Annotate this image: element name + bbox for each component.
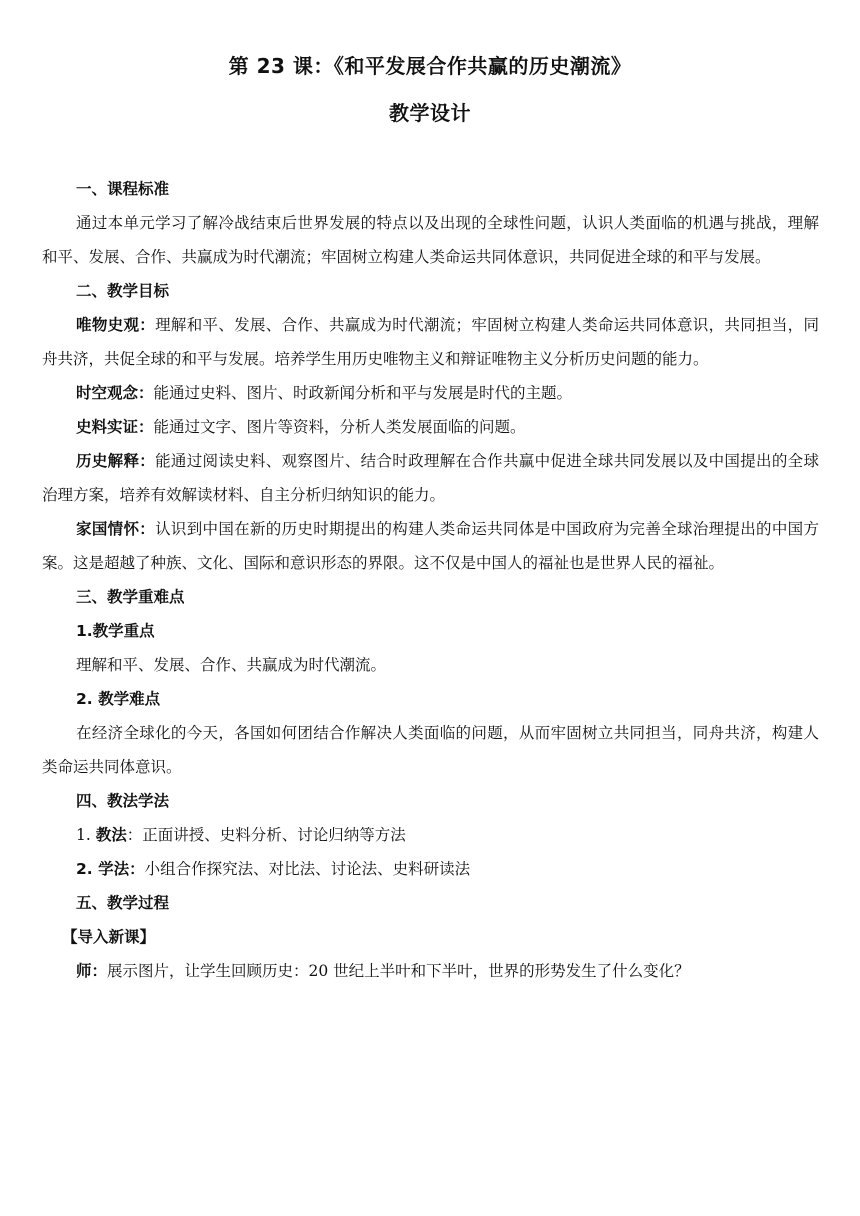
intro-heading: 【导入新课】 (62, 928, 156, 946)
method-text: 小组合作探究法、对比法、讨论法、史料研读法 (144, 860, 471, 878)
subheading-key: 1.教学重点 (76, 622, 155, 640)
standards-text: 通过本单元学习了解冷战结束后世界发展的特点以及出现的全球性问题，认识人类面临的机遇与挑战，理解和平、发展、合作、共赢成为时代潮流；牢固树立构建人类命运共同体意识，共同促进全球的和平与发展。 (42, 214, 819, 266)
section-heading-goals: 二、教学目标 (76, 282, 170, 300)
goal-text: 能通过史料、图片、时政新闻分析和平与发展是时代的主题。 (153, 384, 573, 402)
difficulty-text: 在经济全球化的今天，各国如何团结合作解决人类面临的问题，从而牢固树立共同担当，同舟共济，构建人类命运共同体意识。 (42, 724, 819, 776)
method-teaching (42, 818, 819, 852)
goal-label: 唯物史观： (76, 316, 156, 334)
section-heading-process: 五、教学过程 (76, 894, 170, 912)
teacher-line (42, 954, 819, 988)
goal-label: 时空观念： (76, 384, 154, 402)
page-subtitle: 教学设计 (389, 101, 471, 125)
method-number: 1. (76, 826, 91, 844)
method-text: ：正面讲授、史料分析、讨论归纳等方法 (126, 826, 406, 844)
goal-item (42, 444, 819, 512)
goal-label: 家国情怀： (76, 520, 156, 538)
document-body (42, 172, 819, 988)
goal-item (42, 376, 819, 410)
goal-text: 能通过阅读史料、观察图片、结合时政理解在合作共赢中促进全球共同发展以及中国提出的全球治理方案，培养有效解读材料、自主分析归纳知识的能力。 (42, 452, 819, 504)
section-heading-key-points: 三、教学重难点 (76, 588, 185, 606)
goal-item (42, 512, 819, 580)
page-title: 第 23 课：《和平发展合作共赢的历史潮流》 (228, 54, 632, 78)
goal-label: 历史解释： (76, 452, 156, 470)
key-text: 理解和平、发展、合作、共赢成为时代潮流。 (76, 656, 387, 674)
goal-text: 能通过文字、图片等资料，分析人类发展面临的问题。 (153, 418, 526, 436)
goal-text: 认识到中国在新的历史时期提出的构建人类命运共同体是中国政府为完善全球治理提出的中国方案。这是超越了种族、文化、国际和意识形态的界限。这不仅是中国人的福祉也是世界人民的福祉。 (42, 520, 819, 572)
teacher-text: 展示图片，让学生回顾历史：20 世纪上半叶和下半叶，世界的形势发生了什么变化？ (107, 962, 690, 980)
subheading-difficulty: 2. 教学难点 (76, 690, 161, 708)
method-label: 教法 (95, 826, 127, 844)
section-heading-standards: 一、课程标准 (76, 180, 170, 198)
goal-item (42, 308, 819, 376)
goal-item (42, 410, 819, 444)
method-label: 2. 学法： (76, 860, 145, 878)
teacher-label: 师： (76, 962, 108, 980)
goal-text: 理解和平、发展、合作、共赢成为时代潮流；牢固树立构建人类命运共同体意识，共同担当，同舟共济，共促全球的和平与发展。培养学生用历史唯物主义和辩证唯物主义分析历史问题的能力。 (42, 316, 819, 368)
section-heading-methods: 四、教法学法 (76, 792, 170, 810)
method-learning (42, 852, 819, 886)
goal-label: 史料实证： (76, 418, 154, 436)
